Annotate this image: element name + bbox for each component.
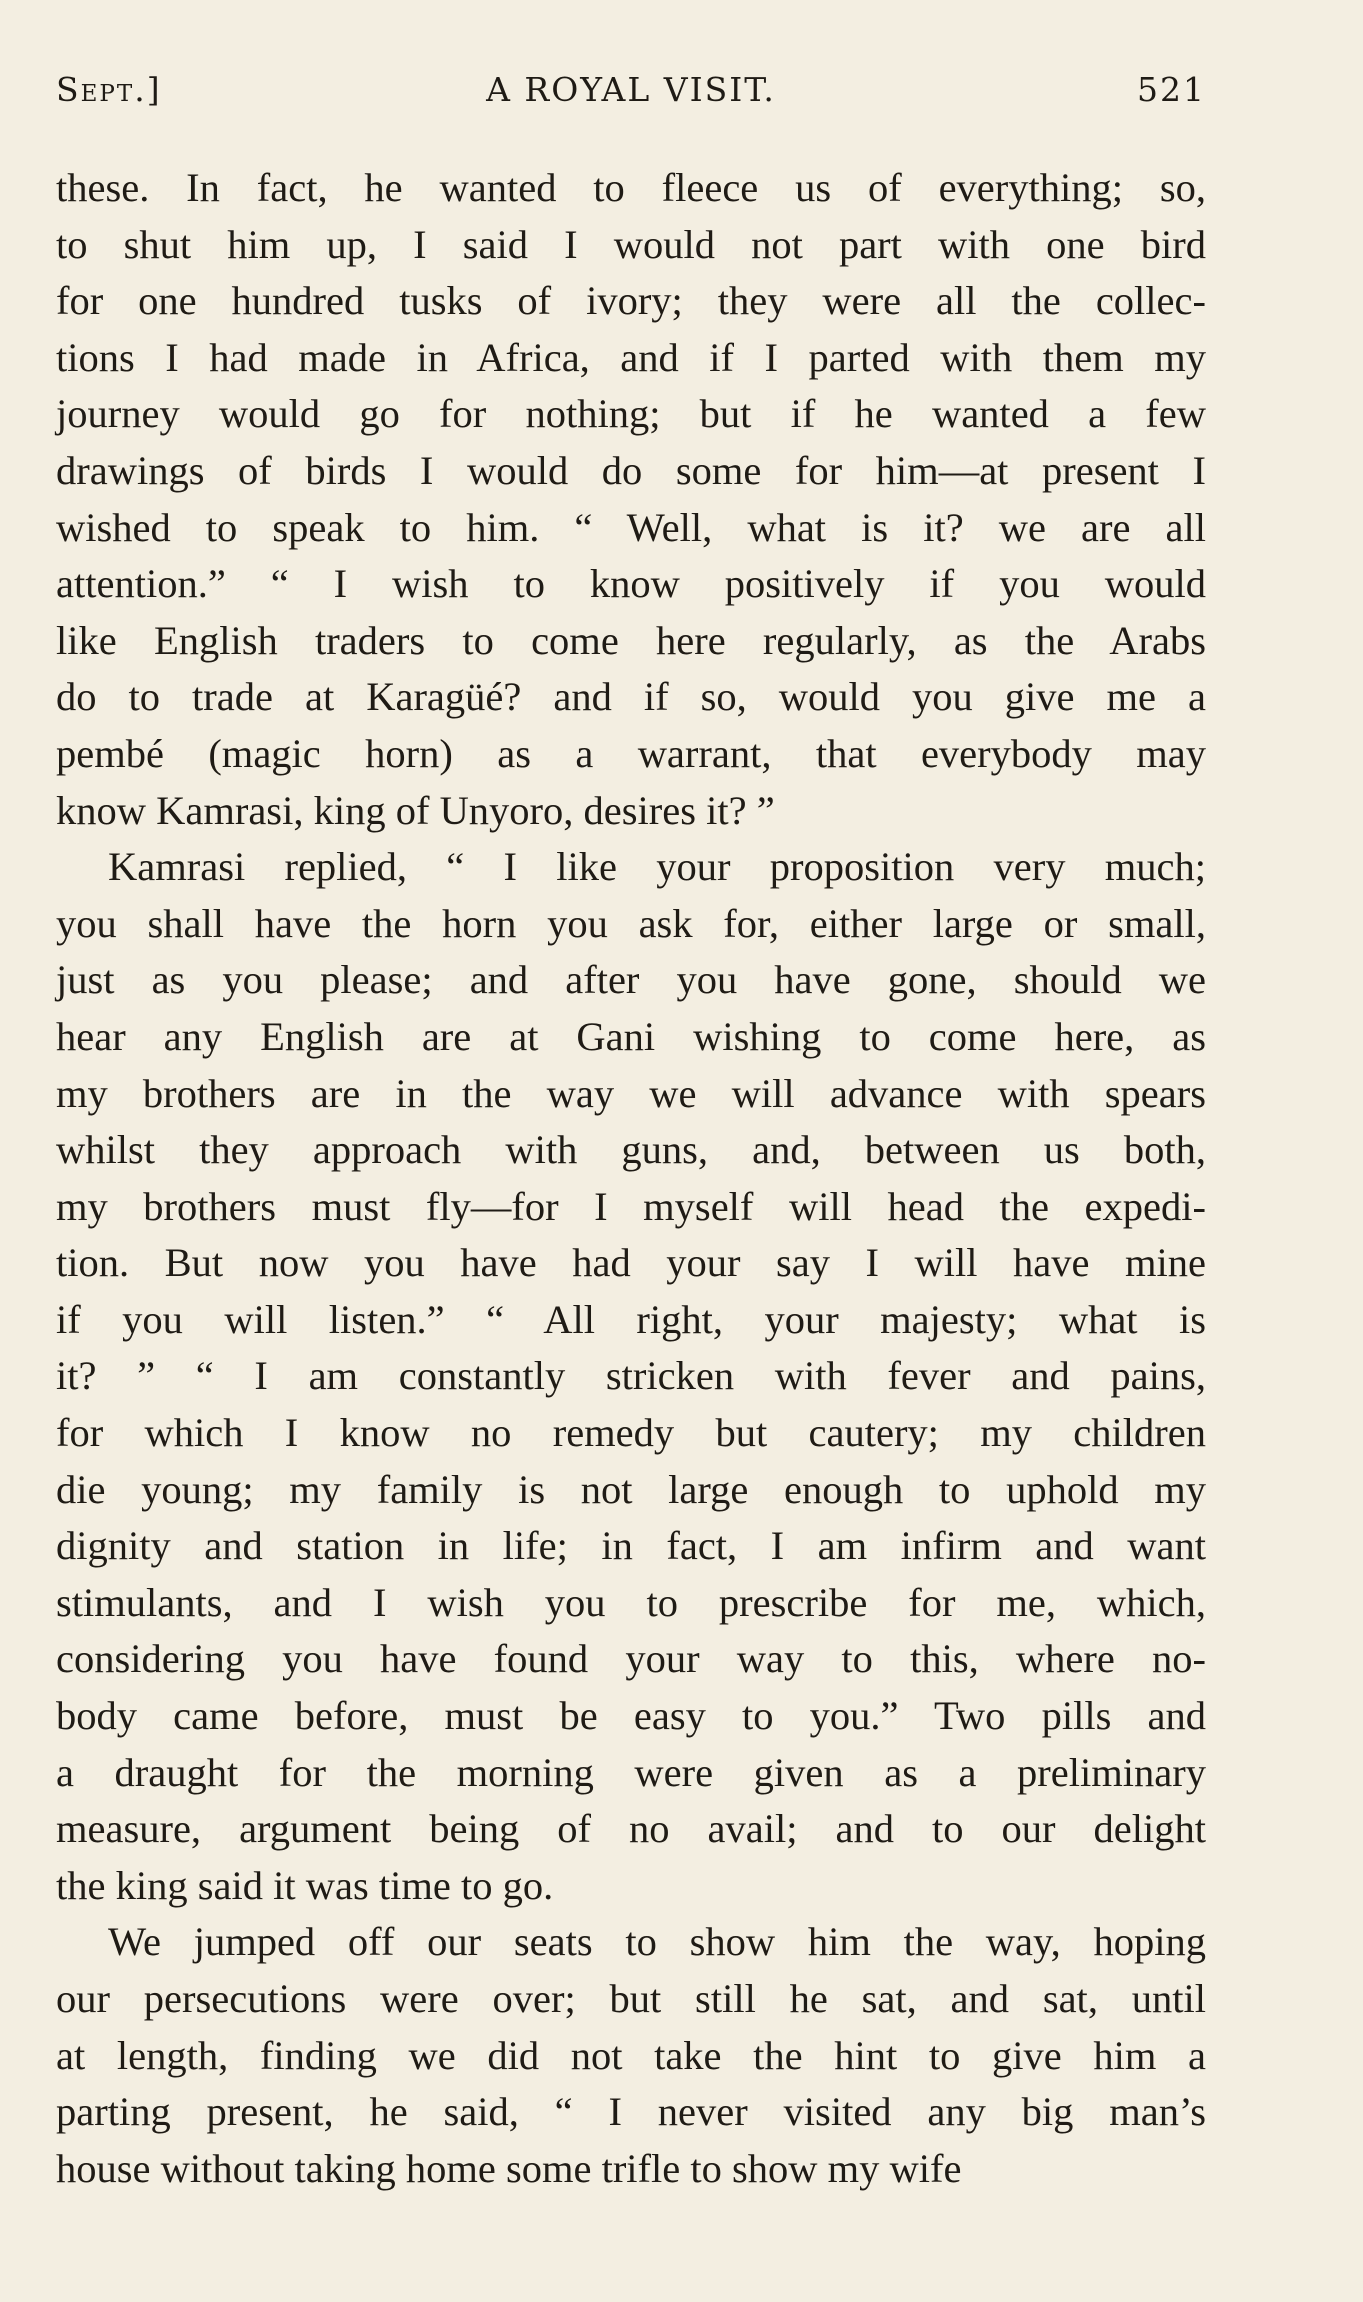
text-line: it? ” “ I am constantly stricken with fever and pains, bbox=[56, 1353, 1206, 1399]
text-line: the king said it was time to go. bbox=[56, 1862, 554, 1908]
text-line: measure, argument being of no avail; and to our delight bbox=[56, 1806, 1206, 1852]
text-line: body came before, must be easy to you.” Two pills and bbox=[56, 1693, 1206, 1739]
text-line: if you will listen.” “ All right, your majesty; what is bbox=[56, 1296, 1206, 1342]
text-line: like English traders to come here regularly, as the Arabs bbox=[56, 617, 1206, 663]
text-line: to shut him up, I said I would not part with one bird bbox=[56, 221, 1206, 267]
text-line: Kamrasi replied, “ I like your proposition very much; bbox=[108, 844, 1206, 890]
paragraph bbox=[56, 839, 1206, 1914]
text-line: my brothers are in the way we will advance with spears bbox=[56, 1070, 1206, 1116]
text-line: tion. But now you have had your say I will have mine bbox=[56, 1240, 1206, 1286]
page-number: 521 bbox=[1137, 70, 1206, 109]
body-text bbox=[56, 160, 1206, 2197]
text-line: wished to speak to him. “ Well, what is it? we are all bbox=[56, 504, 1206, 550]
text-line: hear any English are at Gani wishing to come here, as bbox=[56, 1013, 1206, 1059]
text-line: whilst they approach with guns, and, between us both, bbox=[56, 1127, 1206, 1173]
text-line: die young; my family is not large enough to uphold my bbox=[56, 1466, 1206, 1512]
paragraph bbox=[56, 160, 1206, 839]
text-line: my brothers must fly—for I myself will head the expedi- bbox=[56, 1183, 1206, 1229]
paragraph bbox=[56, 1914, 1206, 2197]
text-line: you shall have the horn you ask for, either large or small, bbox=[56, 900, 1206, 946]
text-line: considering you have found your way to this, where no- bbox=[56, 1636, 1206, 1682]
text-line: drawings of birds I would do some for him—at present I bbox=[56, 447, 1206, 493]
text-line: dignity and station in life; in fact, I am infirm and want bbox=[56, 1523, 1206, 1569]
text-line: tions I had made in Africa, and if I parted with them my bbox=[56, 334, 1206, 380]
text-line: journey would go for nothing; but if he wanted a few bbox=[56, 391, 1206, 437]
text-line: at length, finding we did not take the hint to give him a bbox=[56, 2032, 1206, 2078]
text-line: for which I know no remedy but cautery; my children bbox=[56, 1410, 1206, 1456]
chapter-title: A ROYAL VISIT. bbox=[486, 70, 776, 109]
text-line: house without taking home some trifle to show my wife bbox=[56, 2145, 962, 2191]
text-line: just as you please; and after you have gone, should we bbox=[56, 957, 1206, 1003]
text-line: pembé (magic horn) as a warrant, that everybody may bbox=[56, 730, 1206, 776]
text-line: these. In fact, he wanted to fleece us of everything; so, bbox=[56, 165, 1206, 210]
text-line: We jumped off our seats to show him the way, hoping bbox=[108, 1919, 1206, 1965]
text-line: parting present, he said, “ I never visited any big man’s bbox=[56, 2089, 1206, 2135]
text-line: know Kamrasi, king of Unyoro, desires it? ” bbox=[56, 787, 775, 833]
text-line: stimulants, and I wish you to prescribe for me, which, bbox=[56, 1579, 1206, 1625]
section-date: Sept.] bbox=[56, 70, 162, 109]
text-line: do to trade at Karagüé? and if so, would you give me a bbox=[56, 674, 1206, 720]
text-line: attention.” “ I wish to know positively if you would bbox=[56, 561, 1206, 607]
running-head bbox=[56, 70, 1206, 120]
text-line: our persecutions were over; but still he sat, and sat, until bbox=[56, 1976, 1206, 2021]
text-line: for one hundred tusks of ivory; they were all the collec- bbox=[56, 278, 1206, 324]
text-line: a draught for the morning were given as a preliminary bbox=[56, 1749, 1206, 1795]
